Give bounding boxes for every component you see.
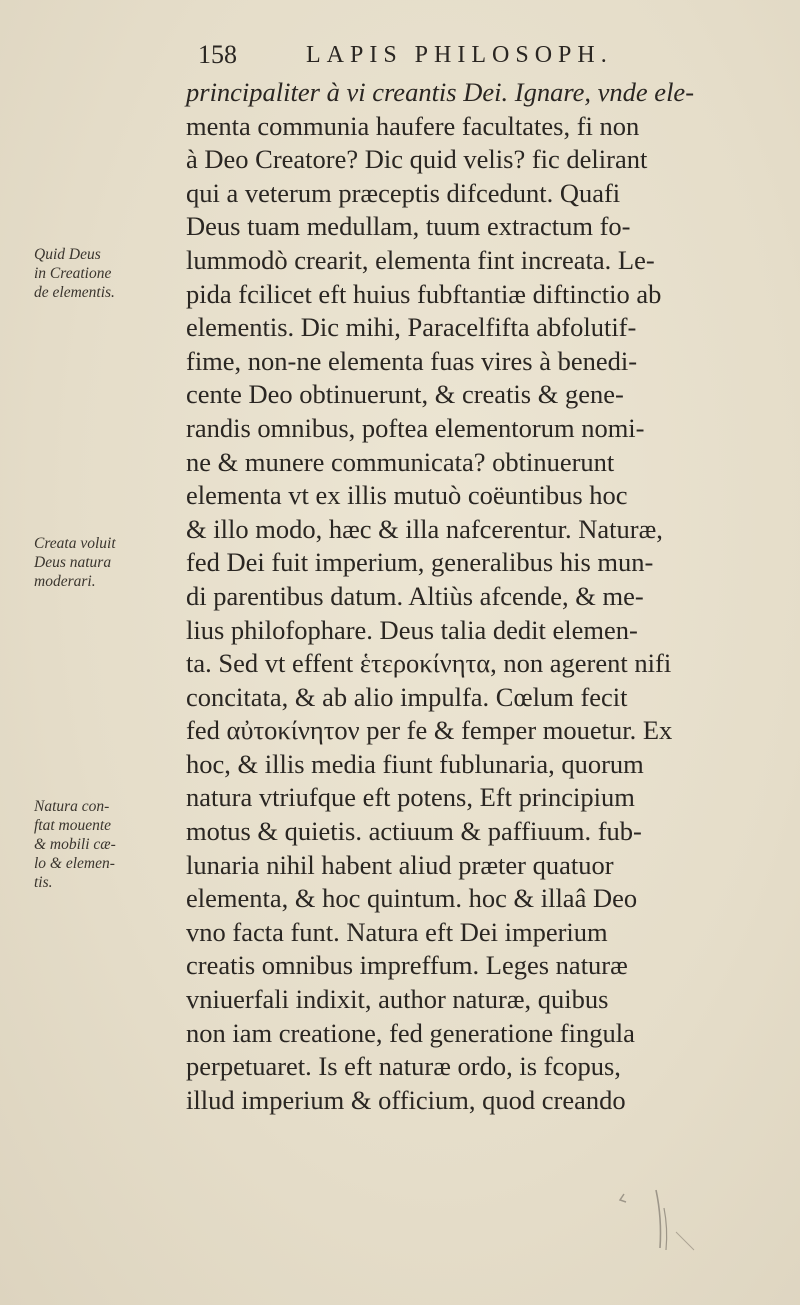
text-line: creatis omnibus impreffum. Leges naturæ (186, 950, 628, 981)
text-line: lunaria nihil habent aliud præter quatuor (186, 849, 614, 880)
text-line: fed αὐτοκίνητον per fe & femper mouetur. Ex (186, 715, 673, 746)
margin-note-line: Deus natura (34, 554, 112, 571)
text-line: elementis. Dic mihi, Paracelfifta abfolutif- (186, 312, 637, 343)
text-line: pida fcilicet eft huius fubftantiæ diftinctio ab (186, 278, 662, 309)
text-line: vniuerfali indixit, author naturæ, quibus (186, 984, 609, 1015)
margin-note-line: Quid Deus (34, 246, 101, 263)
text-line: cente Deo obtinuerunt, & creatis & gene- (186, 379, 624, 410)
text-line: lius philofophare. Deus talia dedit elemen- (186, 614, 638, 645)
text-line: motus & quietis. actiuum & paffiuum. fub- (186, 816, 642, 847)
text-line: vno facta funt. Natura eft Dei imperium (186, 916, 608, 947)
text-line: illud imperium & officium, quod creando (186, 1084, 626, 1115)
margin-note-line: de elementis. (34, 284, 115, 301)
margin-note-line: moderari. (34, 573, 96, 590)
margin-note-line: Natura con- (34, 798, 110, 815)
text-line: ta. Sed vt effent ἑτεροκίνητα, non agerent nifi (186, 648, 672, 679)
page-number: 158 (198, 40, 237, 69)
text-line: fed Dei fuit imperium, generalibus his mun- (186, 547, 654, 578)
text-line: principaliter à vi creantis Dei. Ignare, vnde ele- (186, 77, 695, 107)
margin-note-line: tis. (34, 874, 53, 891)
margin-note-line: & mobili cæ- (34, 836, 116, 853)
text-line: elementa vt ex illis mutuò coëuntibus hoc (186, 480, 628, 511)
body-text (186, 76, 764, 1117)
text-line: randis omnibus, poftea elementorum nomi- (186, 412, 645, 443)
margin-note (34, 797, 184, 892)
text-line: lummodò crearit, elementa fint increata. Le- (186, 244, 655, 275)
text-line: fime, non-ne elementa fuas vires à benedi- (186, 345, 638, 376)
ink-smudge-icon (616, 1188, 706, 1258)
margin-note (34, 245, 184, 302)
text-line: di parentibus datum. Altiùs afcende, & me- (186, 580, 644, 611)
text-line: & illo modo, hæc & illa nafcerentur. Naturæ, (186, 513, 663, 544)
text-line: qui a veterum præceptis difcedunt. Quafi (186, 177, 621, 208)
margin-note-line: in Creatione (34, 265, 112, 282)
text-line: non iam creatione, fed generatione fingula (186, 1017, 635, 1048)
text-line: à Deo Creatore? Dic quid velis? fic delirant (186, 144, 648, 175)
text-line: natura vtriufque eft potens, Eft principium (186, 782, 635, 813)
text-line: Deus tuam medullam, tuum extractum fo- (186, 211, 631, 242)
text-line: concitata, & ab alio impulfa. Cœlum fecit (186, 681, 628, 712)
margin-note-line: lo & elemen- (34, 855, 115, 872)
text-line: ne & munere communicata? obtinuerunt (186, 446, 615, 477)
text-line: elementa, & hoc quintum. hoc & illaâ Deo (186, 883, 638, 914)
margin-note-line: ftat mouente (34, 817, 112, 834)
text-line: perpetuaret. Is eft naturæ ordo, is fcopus, (186, 1051, 621, 1082)
margin-note-line: Creata voluit (34, 535, 116, 552)
margin-note (34, 534, 184, 591)
text-line: hoc, & illis media fiunt fublunaria, quorum (186, 748, 644, 779)
text-line: menta communia haufere facultates, fi non (186, 110, 640, 141)
running-head: LAPIS PHILOSOPH. (306, 42, 613, 68)
page-header (198, 40, 758, 80)
